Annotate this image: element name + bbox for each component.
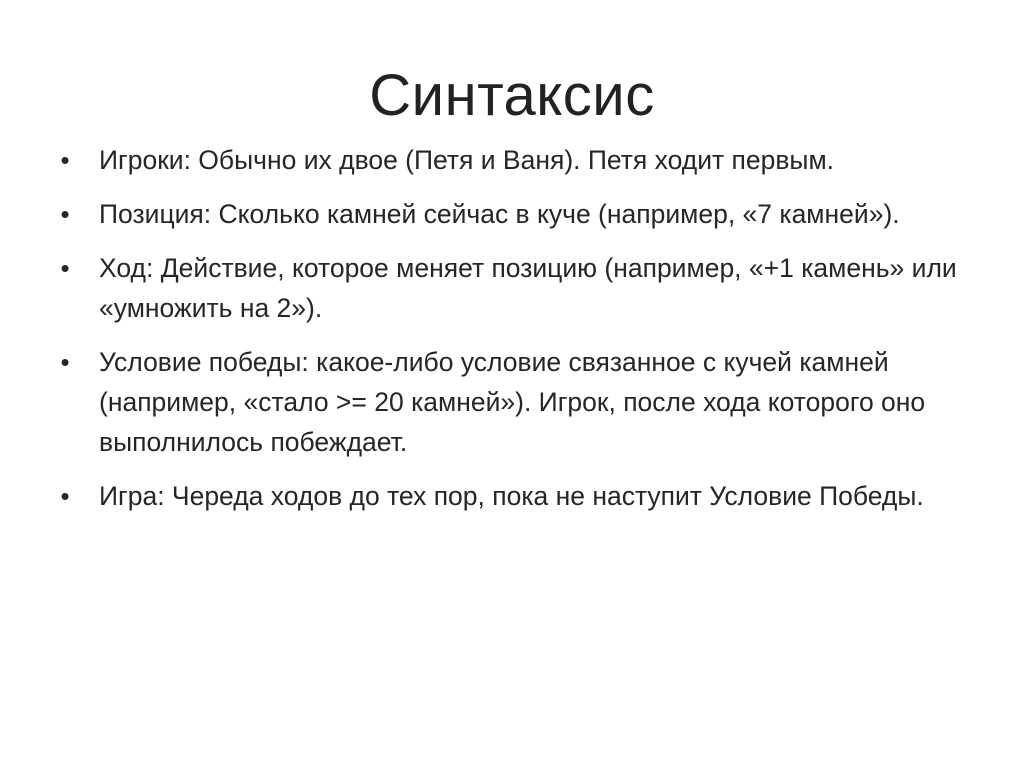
bullet-item-move — [58, 248, 958, 328]
bullet-dot-icon: • — [60, 199, 70, 229]
bullet-text: Условие победы: какое-либо условие связанное с кучей камней (например, «стало >= 20 камней»). Игрок, после хода которого оно выполнилось побеждает. — [99, 347, 926, 457]
slide-title: Синтаксис — [369, 63, 655, 128]
bullet-text: Игра: Череда ходов до тех пор, пока не наступит Условие Победы. — [99, 481, 924, 511]
bullet-text: Позиция: Сколько камней сейчас в куче (например, «7 камней»). — [99, 199, 900, 229]
bullet-dot-icon: • — [60, 253, 70, 283]
bullet-item-game — [58, 476, 958, 516]
bullet-dot-icon: • — [60, 481, 70, 511]
bullet-text: Ход: Действие, которое меняет позицию (например, «+1 камень» или «умножить на 2»). — [99, 253, 957, 323]
bullet-list — [58, 140, 958, 530]
bullet-item-players — [58, 140, 958, 180]
bullet-dot-icon: • — [60, 145, 70, 175]
bullet-item-position — [58, 194, 958, 234]
bullet-dot-icon: • — [60, 347, 70, 377]
bullet-item-win-condition — [58, 342, 958, 462]
bullet-text: Игроки: Обычно их двое (Петя и Ваня). Петя ходит первым. — [99, 145, 835, 175]
